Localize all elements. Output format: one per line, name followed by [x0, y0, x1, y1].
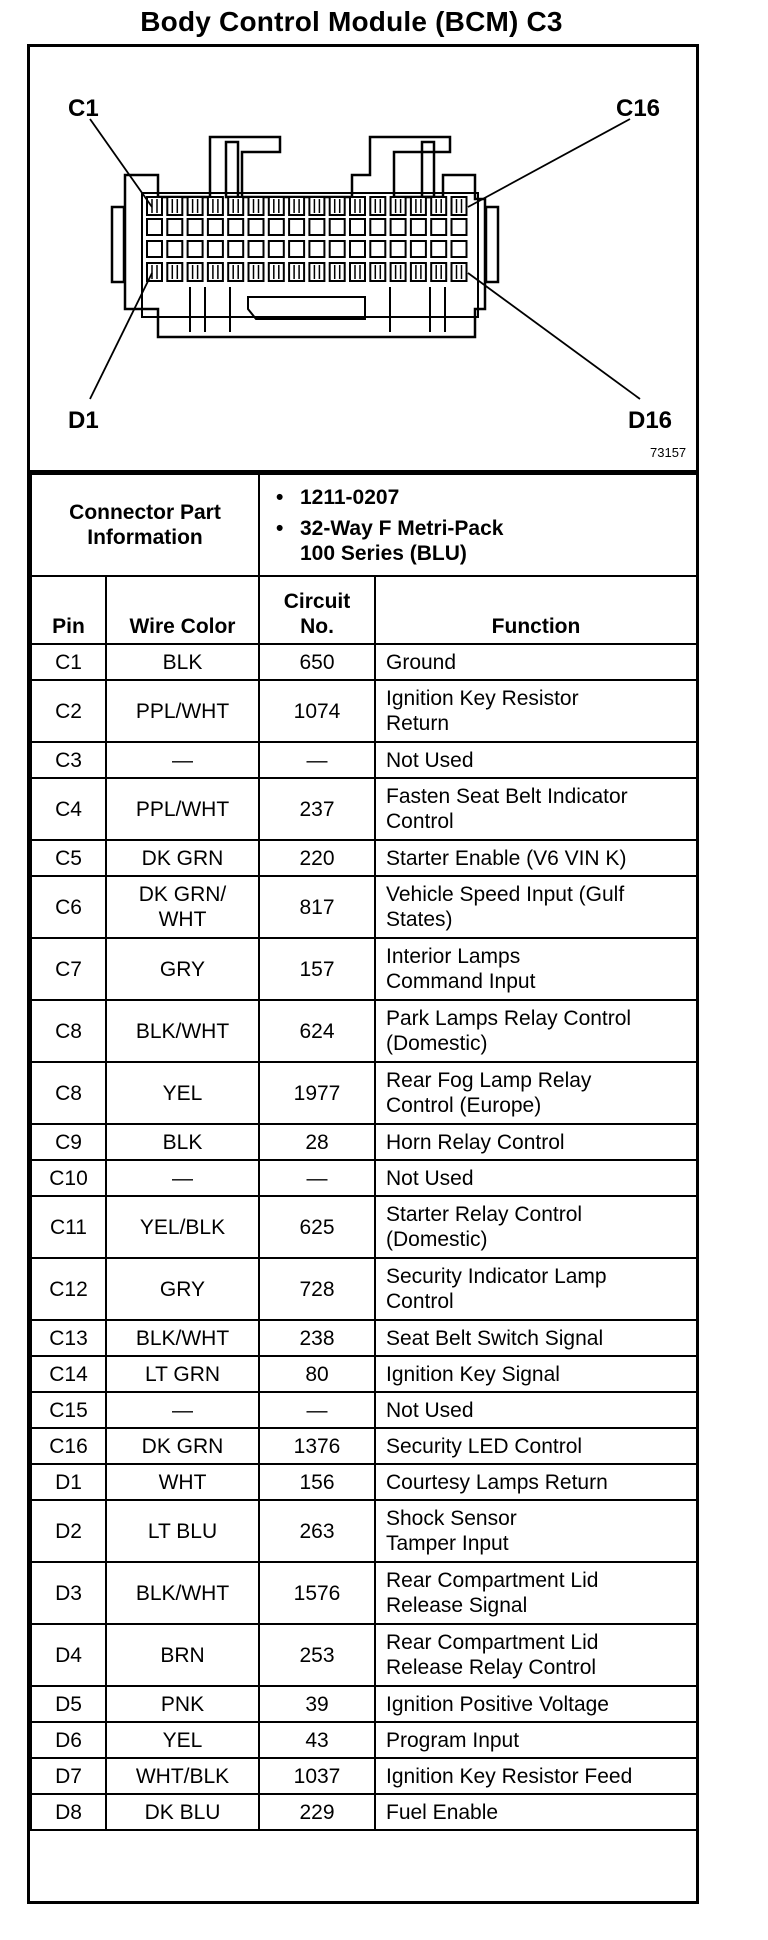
- circuit-cell: —: [259, 742, 375, 778]
- table-row: [31, 1464, 697, 1500]
- pin-cavity: [228, 241, 243, 257]
- pin-cavity: [289, 197, 304, 215]
- function-cell: Ignition Key Resistor Feed: [375, 1758, 697, 1794]
- table-row: [31, 1258, 697, 1320]
- pin-cell: D4: [31, 1624, 106, 1686]
- function-cell: Starter Enable (V6 VIN K): [375, 840, 697, 876]
- table-row: [31, 644, 697, 680]
- pin-cavity: [370, 263, 385, 281]
- pin-cavity: [370, 241, 385, 257]
- pin-cavity: [452, 219, 467, 235]
- pin-cavity: [391, 241, 406, 257]
- pin-cell: D3: [31, 1562, 106, 1624]
- pin-cavity: [208, 197, 223, 215]
- pin-cell: C2: [31, 680, 106, 742]
- pin-cavity: [228, 197, 243, 215]
- figure-number: 73157: [650, 445, 687, 460]
- pin-cavity: [452, 241, 467, 257]
- function-cell: Shock Sensor Tamper Input: [375, 1500, 697, 1562]
- lower-lock-slot: [248, 297, 365, 319]
- pin-cell: C13: [31, 1320, 106, 1356]
- pin-cavity: [188, 197, 203, 215]
- function-cell: Seat Belt Switch Signal: [375, 1320, 697, 1356]
- table-row: [31, 1320, 697, 1356]
- table-header-row: [31, 576, 697, 644]
- pin-cell: C5: [31, 840, 106, 876]
- header-wire-color: Wire Color: [106, 576, 259, 644]
- pin-cavity: [147, 241, 162, 257]
- pin-cavity: [309, 241, 324, 257]
- pin-cavity: [391, 219, 406, 235]
- circuit-cell: 1977: [259, 1062, 375, 1124]
- pin-cavity: [370, 197, 385, 215]
- pin-cavity: [350, 263, 365, 281]
- wire-color-cell: DK GRN/ WHT: [106, 876, 259, 938]
- side-latch-right: [486, 207, 498, 282]
- table-row: [31, 1794, 697, 1830]
- connector-table-frame: [27, 44, 699, 1904]
- connector-face-drawing: [30, 47, 696, 470]
- pin-cell: C14: [31, 1356, 106, 1392]
- function-cell: Courtesy Lamps Return: [375, 1464, 697, 1500]
- wire-color-cell: DK BLU: [106, 1794, 259, 1830]
- circuit-cell: 253: [259, 1624, 375, 1686]
- wire-color-cell: LT BLU: [106, 1500, 259, 1562]
- table-row: [31, 876, 697, 938]
- pin-cavity: [208, 241, 223, 257]
- function-cell: Rear Fog Lamp Relay Control (Europe): [375, 1062, 697, 1124]
- pin-cell: D7: [31, 1758, 106, 1794]
- function-cell: Vehicle Speed Input (Gulf States): [375, 876, 697, 938]
- header-pin: Pin: [31, 576, 106, 644]
- table-row: [31, 1196, 697, 1258]
- header-circuit: Circuit No.: [259, 576, 375, 644]
- table-row: [31, 938, 697, 1000]
- pin-cavity: [147, 219, 162, 235]
- pin-cavity: [228, 263, 243, 281]
- pin-cavity: [309, 263, 324, 281]
- pin-cavity: [188, 263, 203, 281]
- function-cell: Security Indicator Lamp Control: [375, 1258, 697, 1320]
- pin-cavity: [431, 219, 446, 235]
- pin-cell: D1: [31, 1464, 106, 1500]
- function-cell: Not Used: [375, 1392, 697, 1428]
- circuit-cell: 624: [259, 1000, 375, 1062]
- pin-cavity: [147, 197, 162, 215]
- circuit-cell: —: [259, 1160, 375, 1196]
- table-row: [31, 1686, 697, 1722]
- header-function: Function: [375, 576, 697, 644]
- pin-cavity: [167, 197, 182, 215]
- pin-cavity: [330, 219, 345, 235]
- circuit-cell: —: [259, 1392, 375, 1428]
- wire-color-cell: YEL: [106, 1722, 259, 1758]
- function-cell: Program Input: [375, 1722, 697, 1758]
- wire-color-cell: PPL/WHT: [106, 778, 259, 840]
- label-d1: D1: [68, 407, 99, 434]
- pinout-table: [30, 473, 698, 1831]
- wire-color-cell: BLK: [106, 1124, 259, 1160]
- circuit-cell: 625: [259, 1196, 375, 1258]
- top-key-right: [422, 142, 434, 197]
- function-cell: Rear Compartment Lid Release Relay Control: [375, 1624, 697, 1686]
- pin-cell: C10: [31, 1160, 106, 1196]
- circuit-cell: 28: [259, 1124, 375, 1160]
- function-cell: Fuel Enable: [375, 1794, 697, 1830]
- circuit-cell: 39: [259, 1686, 375, 1722]
- wire-color-cell: PNK: [106, 1686, 259, 1722]
- table-row: [31, 840, 697, 876]
- leader-line-d16: [468, 273, 640, 399]
- pin-cavity: [452, 263, 467, 281]
- pin-cell: C8: [31, 1062, 106, 1124]
- pin-cell: C8: [31, 1000, 106, 1062]
- pin-cavity: [167, 241, 182, 257]
- circuit-cell: 1576: [259, 1562, 375, 1624]
- top-key-left: [226, 142, 238, 197]
- pin-cavity: [188, 241, 203, 257]
- function-cell: Fasten Seat Belt Indicator Control: [375, 778, 697, 840]
- function-cell: Rear Compartment Lid Release Signal: [375, 1562, 697, 1624]
- connector-info-values: • 1211-0207 • 32-Way F Metri-Pack 100 Series (BLU): [259, 474, 697, 576]
- pin-cavity: [411, 263, 426, 281]
- pin-cavity: [330, 263, 345, 281]
- pin-cavity: [391, 197, 406, 215]
- table-row: [31, 1758, 697, 1794]
- wire-color-cell: —: [106, 742, 259, 778]
- pin-cavity: [309, 197, 324, 215]
- circuit-cell: 80: [259, 1356, 375, 1392]
- table-row: [31, 1160, 697, 1196]
- circuit-cell: 238: [259, 1320, 375, 1356]
- pin-cell: C11: [31, 1196, 106, 1258]
- pin-cavity: [228, 219, 243, 235]
- pin-cavity: [269, 241, 284, 257]
- pin-cell: D2: [31, 1500, 106, 1562]
- table-row: [31, 742, 697, 778]
- table-row: [31, 1392, 697, 1428]
- table-row: [31, 1428, 697, 1464]
- pin-cavity: [289, 241, 304, 257]
- pin-cavity: [431, 241, 446, 257]
- table-row: [31, 1000, 697, 1062]
- pin-cavity: [330, 197, 345, 215]
- circuit-cell: 156: [259, 1464, 375, 1500]
- pin-cavity: [188, 219, 203, 235]
- function-cell: Ignition Key Signal: [375, 1356, 697, 1392]
- table-row: [31, 1562, 697, 1624]
- pin-cell: C6: [31, 876, 106, 938]
- pin-cell: C15: [31, 1392, 106, 1428]
- table-row: [31, 1124, 697, 1160]
- circuit-cell: 43: [259, 1722, 375, 1758]
- function-cell: Ignition Positive Voltage: [375, 1686, 697, 1722]
- part-number: • 1211-0207: [276, 485, 400, 509]
- pin-cavity: [269, 197, 284, 215]
- circuit-cell: 220: [259, 840, 375, 876]
- circuit-cell: 650: [259, 644, 375, 680]
- table-row: [31, 1500, 697, 1562]
- function-cell: Horn Relay Control: [375, 1124, 697, 1160]
- function-cell: Ignition Key Resistor Return: [375, 680, 697, 742]
- connector-description: • 32-Way F Metri-Pack: [276, 516, 504, 540]
- wire-color-cell: BLK/WHT: [106, 1000, 259, 1062]
- leader-line-c16: [468, 119, 630, 207]
- pin-cell: C7: [31, 938, 106, 1000]
- pin-cavity: [350, 241, 365, 257]
- side-latch-left: [112, 207, 124, 282]
- pin-cell: C1: [31, 644, 106, 680]
- function-cell: Park Lamps Relay Control (Domestic): [375, 1000, 697, 1062]
- pin-cell: C16: [31, 1428, 106, 1464]
- function-cell: Starter Relay Control (Domestic): [375, 1196, 697, 1258]
- wire-color-cell: WHT: [106, 1464, 259, 1500]
- function-cell: Not Used: [375, 1160, 697, 1196]
- connector-info-label: Connector Part Information: [31, 474, 259, 576]
- pin-cell: D8: [31, 1794, 106, 1830]
- connector-info-row: [31, 474, 697, 576]
- pin-cell: D6: [31, 1722, 106, 1758]
- pin-cavity: [411, 197, 426, 215]
- circuit-cell: 237: [259, 778, 375, 840]
- wire-color-cell: BRN: [106, 1624, 259, 1686]
- connector-diagram: [30, 47, 696, 473]
- pin-cavity: [391, 263, 406, 281]
- wire-color-cell: LT GRN: [106, 1356, 259, 1392]
- table-row: [31, 1356, 697, 1392]
- pin-cavity: [411, 241, 426, 257]
- table-row: [31, 1624, 697, 1686]
- pin-cavity: [249, 197, 264, 215]
- leader-line-d1: [90, 273, 152, 399]
- pin-cavity: [208, 219, 223, 235]
- function-cell: Ground: [375, 644, 697, 680]
- wire-color-cell: PPL/WHT: [106, 680, 259, 742]
- pin-cavity: [330, 241, 345, 257]
- circuit-cell: 263: [259, 1500, 375, 1562]
- label-c16: C16: [616, 95, 661, 122]
- wire-color-cell: BLK/WHT: [106, 1562, 259, 1624]
- circuit-cell: 817: [259, 876, 375, 938]
- pin-cavity: [249, 219, 264, 235]
- wire-color-cell: —: [106, 1160, 259, 1196]
- pin-cavity: [167, 219, 182, 235]
- wire-color-cell: GRY: [106, 938, 259, 1000]
- wire-color-cell: WHT/BLK: [106, 1758, 259, 1794]
- pin-cell: C3: [31, 742, 106, 778]
- wire-color-cell: DK GRN: [106, 1428, 259, 1464]
- function-cell: Interior Lamps Command Input: [375, 938, 697, 1000]
- wire-color-cell: GRY: [106, 1258, 259, 1320]
- wire-color-cell: BLK: [106, 644, 259, 680]
- pin-cavity: [350, 197, 365, 215]
- wire-color-cell: YEL/BLK: [106, 1196, 259, 1258]
- pin-cavity: [289, 263, 304, 281]
- pin-cell: C12: [31, 1258, 106, 1320]
- circuit-cell: 157: [259, 938, 375, 1000]
- table-row: [31, 1062, 697, 1124]
- pin-cell: D5: [31, 1686, 106, 1722]
- wire-color-cell: BLK/WHT: [106, 1320, 259, 1356]
- pin-cavity: [249, 263, 264, 281]
- pin-cavity: [431, 197, 446, 215]
- pin-cavity: [350, 219, 365, 235]
- label-d16: D16: [628, 407, 673, 434]
- table-row: [31, 778, 697, 840]
- label-c1: C1: [68, 95, 99, 122]
- circuit-cell: 1037: [259, 1758, 375, 1794]
- pin-cavity: [167, 263, 182, 281]
- leader-line-c1: [90, 119, 152, 207]
- wire-color-cell: DK GRN: [106, 840, 259, 876]
- wire-color-cell: —: [106, 1392, 259, 1428]
- circuit-cell: 1074: [259, 680, 375, 742]
- pin-cavity: [289, 219, 304, 235]
- pin-cavity: [431, 263, 446, 281]
- function-cell: Security LED Control: [375, 1428, 697, 1464]
- table-row: [31, 680, 697, 742]
- pin-cavity: [208, 263, 223, 281]
- table-row: [31, 1722, 697, 1758]
- pin-cell: C4: [31, 778, 106, 840]
- pin-cavity: [269, 219, 284, 235]
- pin-cavity: [370, 219, 385, 235]
- pin-cavity: [309, 219, 324, 235]
- page-title: Body Control Module (BCM) C3: [140, 6, 563, 37]
- pin-cavity: [269, 263, 284, 281]
- circuit-cell: 1376: [259, 1428, 375, 1464]
- circuit-cell: 728: [259, 1258, 375, 1320]
- wire-color-cell: YEL: [106, 1062, 259, 1124]
- pin-cavity: [452, 197, 467, 215]
- pin-cavity: [249, 241, 264, 257]
- function-cell: Not Used: [375, 742, 697, 778]
- pin-cell: C9: [31, 1124, 106, 1160]
- pin-cavity: [411, 219, 426, 235]
- circuit-cell: 229: [259, 1794, 375, 1830]
